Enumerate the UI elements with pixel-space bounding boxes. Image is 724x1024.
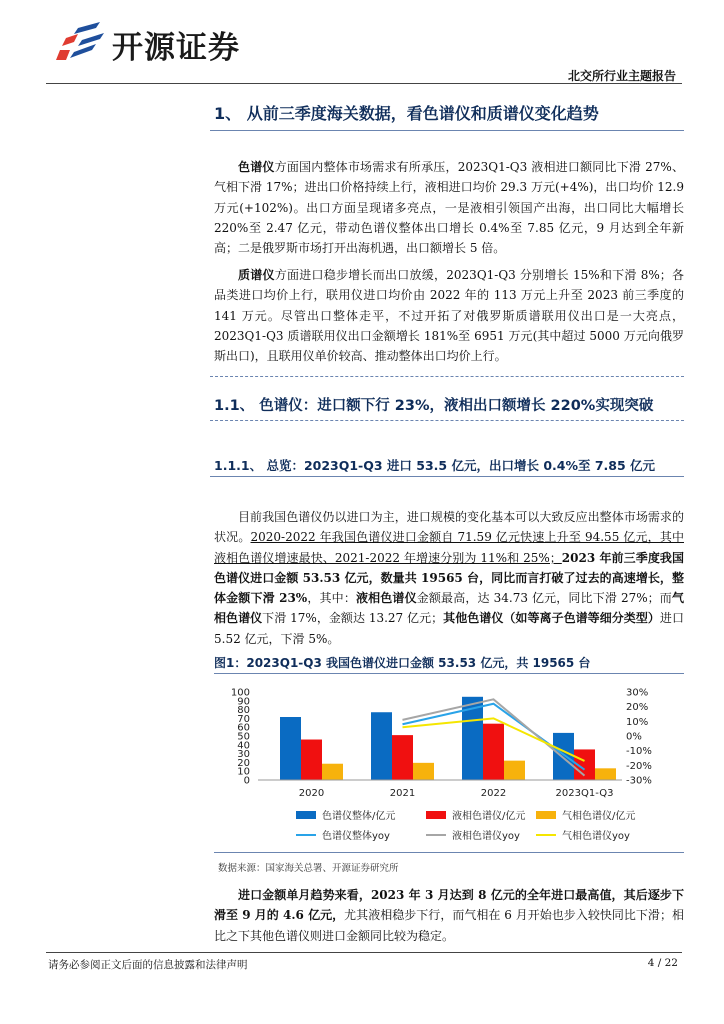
x-axis-tick-label: 2020	[298, 788, 325, 799]
legend-label-bar-2: 气相色谱仪/亿元	[562, 811, 636, 822]
overview-text-b: 2020-2022 年我国色谱仪进口金额自 71.59 亿元快速上升至 94.55 亿元，其中液相色谱仪增速最快、2021-2022 年增速分别为 11%和 25%；	[214, 530, 684, 565]
section-1-1-top-rule	[210, 376, 684, 377]
report-type: 北交所行业主题报告	[567, 69, 676, 83]
left-axis-tick-label: 20	[237, 757, 250, 769]
overview-text-g: 气相色谱仪	[214, 591, 684, 626]
bar-2-1	[413, 763, 434, 780]
figure-title: 图1：2023Q1-Q3 我国色谱仪进口金额 53.53 亿元，共 19565 台	[214, 656, 591, 670]
overview-text-h: 下滑 17%，金额达 13.27 亿元；	[262, 611, 444, 626]
legend-label-line-2: 气相色谱仪yoy	[562, 831, 630, 842]
overview-text-f: 金额最高，达 34.73 亿元，同比下滑 27%；而	[416, 591, 672, 606]
section-1-1-heading: 1.1、 色谱仪：进口额下行 23%，液相出口额增长 220%实现突破	[214, 398, 654, 414]
right-axis-tick-label: -20%	[626, 760, 652, 772]
right-axis-tick-label: -30%	[626, 775, 652, 787]
x-axis-tick-label: 2023Q1-Q3	[555, 788, 614, 799]
figure-source: 数据来源：国家海关总署、开源证券研究所	[218, 863, 399, 874]
mass-spec-text: 方面进口稳步增长而出口放缓，2023Q1-Q3 分别增长 15%和下滑 8%；各品类进口均价上行，联用仪进口均价由 2022 年的 113 万元上升至 2023 前三季度的 141 万元。尽管出口整体走平，不过开拓了对俄罗斯质谱联用仪出口是一大亮点，2023Q1-Q3 质谱联用仪出口金额增长 181%至 6951 万元(其中超过 5000 万元向俄罗斯出口)，且联用仪单价较高、推动整体出口均价上行。	[214, 268, 684, 364]
monthly-trend-text: 尤其液相稳步下行，而气相在 6 月开始也步入较快同比下滑；相比之下其他色谱仪则进口金额同比较为稳定。	[214, 908, 684, 943]
left-axis-tick-label: 100	[230, 687, 250, 699]
brand-name: 开源证券	[112, 30, 240, 66]
figure-top-rule	[214, 673, 684, 674]
section-1-1-1-rule	[210, 476, 684, 477]
bar-2-2	[504, 761, 525, 780]
left-axis-tick-label: 50	[237, 731, 250, 743]
bar-1-1	[392, 735, 413, 780]
bar-0-0	[280, 717, 301, 780]
left-axis-tick-label: 80	[237, 705, 250, 717]
footer-divider	[46, 952, 682, 953]
page-number: 4 / 22	[647, 957, 678, 969]
right-axis-tick-label: -10%	[626, 746, 652, 758]
overview-text-c: 2023 年前三季度我国色谱仪进口金额 53.53 亿元，数量共 19565 台，同比而言打破了过去的高速增长，整体金额下滑 23%	[214, 550, 684, 606]
right-axis-tick-label: 10%	[626, 716, 649, 728]
left-axis-tick-label: 0	[243, 775, 250, 787]
right-axis-tick-label: 20%	[626, 702, 649, 714]
bar-0-1	[371, 712, 392, 780]
section-1-heading: 1、 从前三季度海关数据，看色谱仪和质谱仪变化趋势	[214, 104, 599, 123]
legend-label-bar-1: 液相色谱仪/亿元	[452, 811, 526, 822]
right-axis-tick-label: 30%	[626, 687, 649, 699]
bar-0-3	[553, 733, 574, 780]
left-axis-tick-label: 30	[237, 749, 250, 761]
overview-text-i: 其他色谱仪（如等离子色谱等细分类型）	[443, 611, 660, 626]
overview-text-a: 目前我国色谱仪仍以进口为主，进口规模的变化基本可以大致反应出整体市场需求的状况。	[214, 510, 684, 545]
mass-spec-lead: 质谱仪	[238, 268, 275, 282]
section-1-1-bottom-rule	[210, 420, 684, 421]
footer-disclaimer: 请务必参阅正文后面的信息披露和法律声明	[48, 959, 248, 971]
left-axis-tick-label: 70	[237, 713, 250, 725]
left-axis-tick-label: 10	[237, 766, 250, 778]
legend-swatch-bar-2	[536, 811, 556, 819]
x-axis-tick-label: 2021	[389, 788, 416, 799]
legend-label-line-1: 液相色谱仪yoy	[452, 831, 520, 842]
header-divider	[46, 83, 682, 84]
overview-text-e: 液相色谱仪	[355, 591, 417, 606]
legend-swatch-bar-0	[296, 811, 316, 819]
monthly-trend-lead: 进口金额单月趋势来看，2023 年 3 月达到 8 亿元的全年进口最高值，其后逐步下滑至 9 月的 4.6 亿元，	[214, 888, 684, 923]
chromatograph-lead: 色谱仪	[238, 160, 275, 174]
overview-text-j: 进口 5.52 亿元，下滑 5%。	[214, 611, 684, 646]
legend-label-line-0: 色谱仪整体yoy	[322, 831, 390, 842]
chromatograph-text: 方面国内整体市场需求有所承压，2023Q1-Q3 液相进口额同比下滑 27%、气相下滑 17%；进出口价格持续上行，液相进口均价 29.3 万元(+4%)，出口均价 12.9 万元(+102%)。出口方面呈现诸多亮点，一是液相引领国产出海，出口同比大幅增长 220%至 2.47 亿元，带动色谱仪整体出口增长 0.4%至 7.85 亿元，9 月达到全年新高；二是俄罗斯市场打开出海机遇，出口额增长 5 倍。	[214, 160, 684, 256]
figure-bottom-rule	[214, 852, 684, 853]
bar-2-0	[322, 764, 343, 780]
bar-1-0	[301, 740, 322, 780]
paragraph-mass-spec	[214, 265, 684, 366]
left-axis-tick-label: 90	[237, 696, 250, 708]
section-1-rule	[210, 130, 684, 131]
x-axis-tick-label: 2022	[480, 788, 507, 799]
overview-text-d: ，其中：	[307, 591, 356, 606]
right-axis-tick-label: 0%	[626, 731, 642, 743]
legend-label-bar-0: 色谱仪整体/亿元	[322, 811, 396, 822]
legend-swatch-bar-1	[426, 811, 446, 819]
import-amount-chart	[214, 676, 684, 850]
bar-1-2	[483, 724, 504, 780]
paragraph-monthly-trend	[214, 885, 684, 946]
paragraph-overview	[214, 507, 684, 649]
section-1-1-1-heading: 1.1.1、 总览：2023Q1-Q3 进口 53.5 亿元，出口增长 0.4%至 7.85 亿元	[214, 458, 656, 473]
left-axis-tick-label: 60	[237, 722, 250, 734]
left-axis-tick-label: 40	[237, 740, 250, 752]
bar-2-3	[595, 768, 616, 780]
paragraph-chromatograph	[214, 157, 684, 258]
brand-logo-icon	[56, 20, 116, 66]
